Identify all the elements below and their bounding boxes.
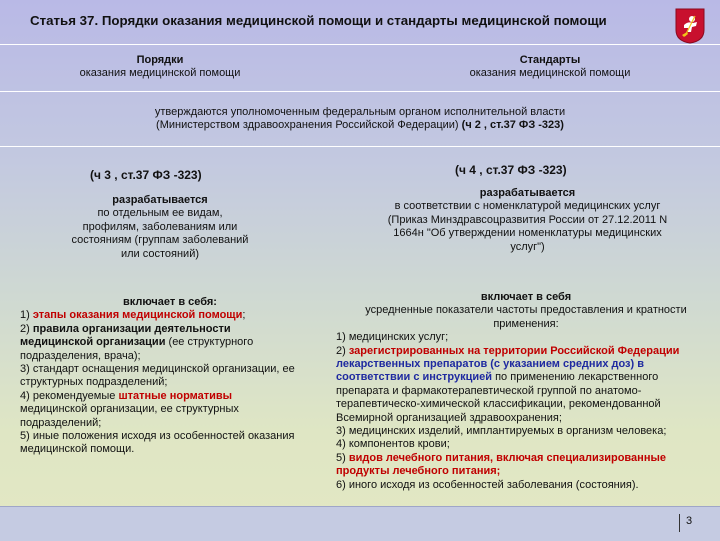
standards-item-1: 1) медицинских услуг; <box>336 331 449 344</box>
orders-item-2: 2) правила организации деятельности <box>20 322 231 335</box>
standards-includes: включает в себя усредненные показатели частоты предоставления и кратности применения: 1) медицинских услуг; 2) зарегистрированных на территории Российской Федерации лекарственных препаратов (с указанием средних доз) в соответствии с инструкцией по применению лекарственного препарата и фармакотерапевтической группой по анатомо- терапевтическо-химической классификации, рекомендованной Всемирной организацией здравоохранения; 3) медицинских изделий, имплантируемых в организм человека; 4) компонентов крови; 5) видов лечебного питания, включая специализированные продукты лечебного питания; 6) иного исходя из особенностей заболевания (состояния). <box>336 291 716 492</box>
orders-includes-head: включает в себя: <box>123 296 217 308</box>
title-divider <box>0 44 720 45</box>
standards-law-reference: (ч 4 , ст.37 ФЗ -323) <box>455 163 567 177</box>
standards-development-head: разрабатывается <box>479 187 576 199</box>
approval-divider <box>0 146 720 147</box>
orders-header <box>40 54 280 81</box>
approval-line-2: (Министерством здравоохранения Российской Федерации) (ч 2 , ст.37 ФЗ -323) <box>156 119 564 132</box>
page-number: 3 <box>686 515 693 527</box>
standards-item-4: 4) компонентов крови; <box>336 438 450 451</box>
orders-header-subtitle: оказания медицинской помощи <box>79 67 241 80</box>
approval-line-1: утверждаются уполномоченным федеральным органом исполнительной власти <box>154 106 566 118</box>
standards-header-title: Стандарты <box>519 54 581 66</box>
footer-bar <box>0 506 720 541</box>
standards-item-6: 6) иного исходя из особенностей заболевания (состояния). <box>336 478 639 491</box>
standards-header <box>430 54 670 81</box>
approval-note <box>100 106 620 133</box>
orders-includes: включает в себя: 1) этапы оказания медицинской помощи; 2) правила организации деятельности медицинской организации (ее структурного подразделения, врача); 3) стандарт оснащения медицинской организации, ее структурных подразделений; 4) рекомендуемые штатные нормативы медицинской организации, ее структурных подразделений; 5) иные положения исходя из особенностей оказания медицинской помощи. <box>20 296 340 457</box>
page-title: Статья 37. Порядки оказания медицинской помощи и стандарты медицинской помощи <box>30 13 607 28</box>
orders-item-1: 1) этапы оказания медицинской помощи; <box>20 309 246 322</box>
orders-item-4: 4) рекомендуемые штатные нормативы <box>20 389 233 402</box>
standards-item-2: 2) зарегистрированных на территории Российской Федерации <box>336 344 680 357</box>
moscow-coat-of-arms-icon <box>675 8 705 44</box>
standards-header-subtitle: оказания медицинской помощи <box>469 67 631 80</box>
orders-development-head: разрабатывается <box>112 194 208 206</box>
orders-development: разрабатывается по отдельным ее видам, профилям, заболеваниям или состояниям (группам заболеваний или состояний) <box>30 194 290 261</box>
page-number-divider <box>679 514 680 532</box>
orders-item-3: 3) стандарт оснащения медицинской организации, ее <box>20 363 295 376</box>
standards-item-3: 3) медицинских изделий, имплантируемых в организм человека; <box>336 425 667 438</box>
standards-includes-head: включает в себя <box>480 291 572 303</box>
orders-header-title: Порядки <box>136 54 184 66</box>
standards-item-5: 5) видов лечебного питания, включая специализированные <box>336 451 666 464</box>
orders-law-reference: (ч 3 , ст.37 ФЗ -323) <box>90 168 202 182</box>
standards-development: разрабатывается в соответствии с номенклатурой медицинских услуг (Приказ Минздравсоцразвития России от 27.12.2011 N 1664н "Об утверждении номенклатуры медицинских услуг") <box>355 187 700 254</box>
orders-item-5: 5) иные положения исходя из особенностей оказания <box>20 430 295 443</box>
header-divider <box>0 91 720 92</box>
